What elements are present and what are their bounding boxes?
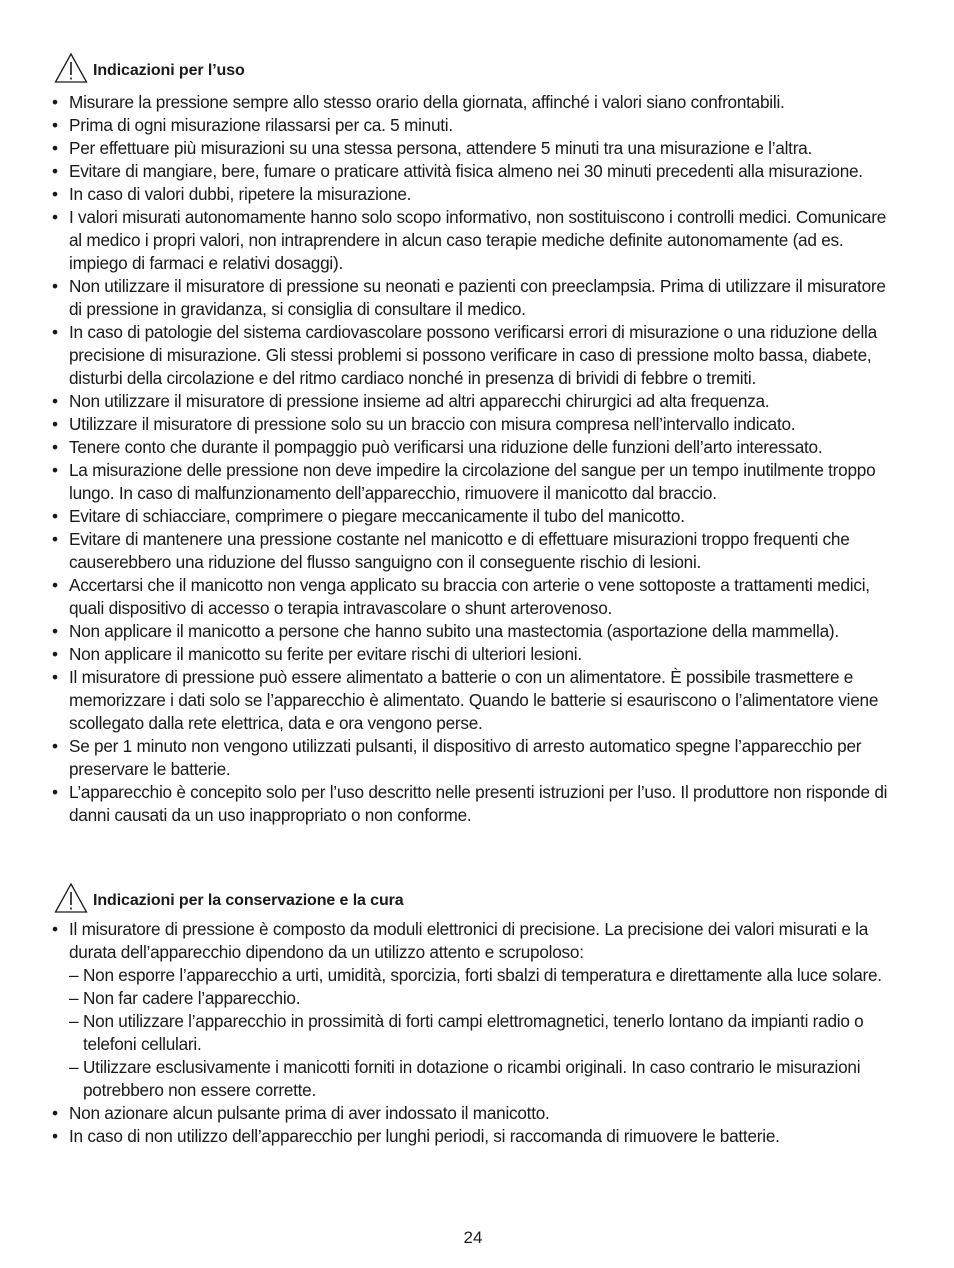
list-item: • Il misuratore di pressione può essere alimentato a batterie o con un alimentatore. È possibile trasmettere e memorizzare i dati solo se l’apparecchio è alimentato. Quando le batterie si esauriscono o l’alimentatore viene scollegato dalla rete elettrica, data e ora vengono perse. bbox=[52, 666, 898, 735]
section-title: Indicazioni per la conservazione e la cura bbox=[93, 892, 404, 909]
list-item: • Non utilizzare il misuratore di pressione insieme ad altri apparecchi chirurgici ad alta frequenza. bbox=[52, 390, 898, 413]
list-item: • Tenere conto che durante il pompaggio può verificarsi una riduzione delle funzioni dell’arto interessato. bbox=[52, 436, 898, 459]
sublist-item: – Utilizzare esclusivamente i manicotti forniti in dotazione o ricambi originali. In caso contrario le misurazioni potrebbero non essere corrette. bbox=[69, 1056, 898, 1102]
list-item: • In caso di non utilizzo dell’apparecchio per lunghi periodi, si raccomanda di rimuovere le batterie. bbox=[52, 1125, 898, 1148]
list-item: • Prima di ogni misurazione rilassarsi per ca. 5 minuti. bbox=[52, 114, 898, 137]
sublist-item: – Non utilizzare l’apparecchio in prossimità di forti campi elettromagnetici, tenerlo lontano da impianti radio o telefoni cellulari. bbox=[69, 1010, 898, 1056]
section-heading-care bbox=[54, 882, 404, 914]
list-item: • Non applicare il manicotto su ferite per evitare rischi di ulteriori lesioni. bbox=[52, 643, 898, 666]
list-item bbox=[52, 918, 898, 1102]
list-item: • Accertarsi che il manicotto non venga applicato su braccia con arterie o vene sottoposte a trattamenti medici, quali dispositivo di accesso o terapia intravascolare o shunt arterovenoso. bbox=[52, 574, 898, 620]
section-title: Indicazioni per l’uso bbox=[93, 62, 245, 79]
list-item: • L’apparecchio è concepito solo per l’uso descritto nelle presenti istruzioni per l’uso. Il produttore non risponde di danni causati da un uso inappropriato o non conforme. bbox=[52, 781, 898, 827]
warning-triangle-icon bbox=[54, 52, 88, 84]
list-item-text: Il misuratore di pressione è composto da moduli elettronici di precisione. La precisione dei valori misurati e la durata dell’apparecchio dipendono da un utilizzo attento e scrupoloso: bbox=[69, 919, 869, 962]
section-heading-use bbox=[54, 52, 245, 84]
list-item: • Evitare di schiacciare, comprimere o piegare meccanicamente il tubo del manicotto. bbox=[52, 505, 898, 528]
warning-triangle-icon bbox=[54, 882, 88, 914]
sublist-item: – Non esporre l’apparecchio a urti, umidità, sporcizia, forti sbalzi di temperatura e direttamente alla luce solare. bbox=[69, 964, 898, 987]
list-item: • Misurare la pressione sempre allo stesso orario della giornata, affinché i valori siano confrontabili. bbox=[52, 91, 898, 114]
list-item: • I valori misurati autonomamente hanno solo scopo informativo, non sostituiscono i controlli medici. Comunicare al medico i propri valori, non intraprendere in alcun caso terapie mediche definite autonomamente (ad es. impiego di farmaci e relativi dosaggi). bbox=[52, 206, 898, 275]
list-item: • In caso di patologie del sistema cardiovascolare possono verificarsi errori di misurazione o una riduzione della precisione di misurazione. Gli stessi problemi si possono verificare in caso di pressione molto bassa, diabete, disturbi della circolazione e del ritmo cardiaco nonché in presenza di brividi di febbre o tremiti. bbox=[52, 321, 898, 390]
page-number: 24 bbox=[463, 1228, 483, 1247]
list-item: • La misurazione delle pressione non deve impedire la circolazione del sangue per un tempo inutilmente troppo lungo. In caso di malfunzionamento dell’apparecchio, rimuovere il manicotto dal braccio. bbox=[52, 459, 898, 505]
sublist-item: – Non far cadere l’apparecchio. bbox=[69, 987, 898, 1010]
list-item: • Utilizzare il misuratore di pressione solo su un braccio con misura compresa nell’intervallo indicato. bbox=[52, 413, 898, 436]
list-item: • Non azionare alcun pulsante prima di aver indossato il manicotto. bbox=[52, 1102, 898, 1125]
list-item: • Evitare di mangiare, bere, fumare o praticare attività fisica almeno nei 30 minuti precedenti alla misurazione. bbox=[52, 160, 898, 183]
list-item: • In caso di valori dubbi, ripetere la misurazione. bbox=[52, 183, 898, 206]
usage-instructions-list bbox=[52, 91, 898, 827]
list-item: • Per effettuare più misurazioni su una stessa persona, attendere 5 minuti tra una misurazione e l’altra. bbox=[52, 137, 898, 160]
list-item: • Se per 1 minuto non vengono utilizzati pulsanti, il dispositivo di arresto automatico spegne l’apparecchio per preservare le batterie. bbox=[52, 735, 898, 781]
care-sublist bbox=[69, 964, 898, 1102]
list-item: • Non utilizzare il misuratore di pressione su neonati e pazienti con preeclampsia. Prima di utilizzare il misuratore di pressione in gravidanza, si consiglia di consultare il medico. bbox=[52, 275, 898, 321]
list-item: • Non applicare il manicotto a persone che hanno subito una mastectomia (asportazione della mammella). bbox=[52, 620, 898, 643]
care-instructions-list bbox=[52, 918, 898, 1148]
list-item: • Evitare di mantenere una pressione costante nel manicotto e di effettuare misurazioni troppo frequenti che causerebbero una riduzione del flusso sanguigno con il conseguente rischio di lesioni. bbox=[52, 528, 898, 574]
